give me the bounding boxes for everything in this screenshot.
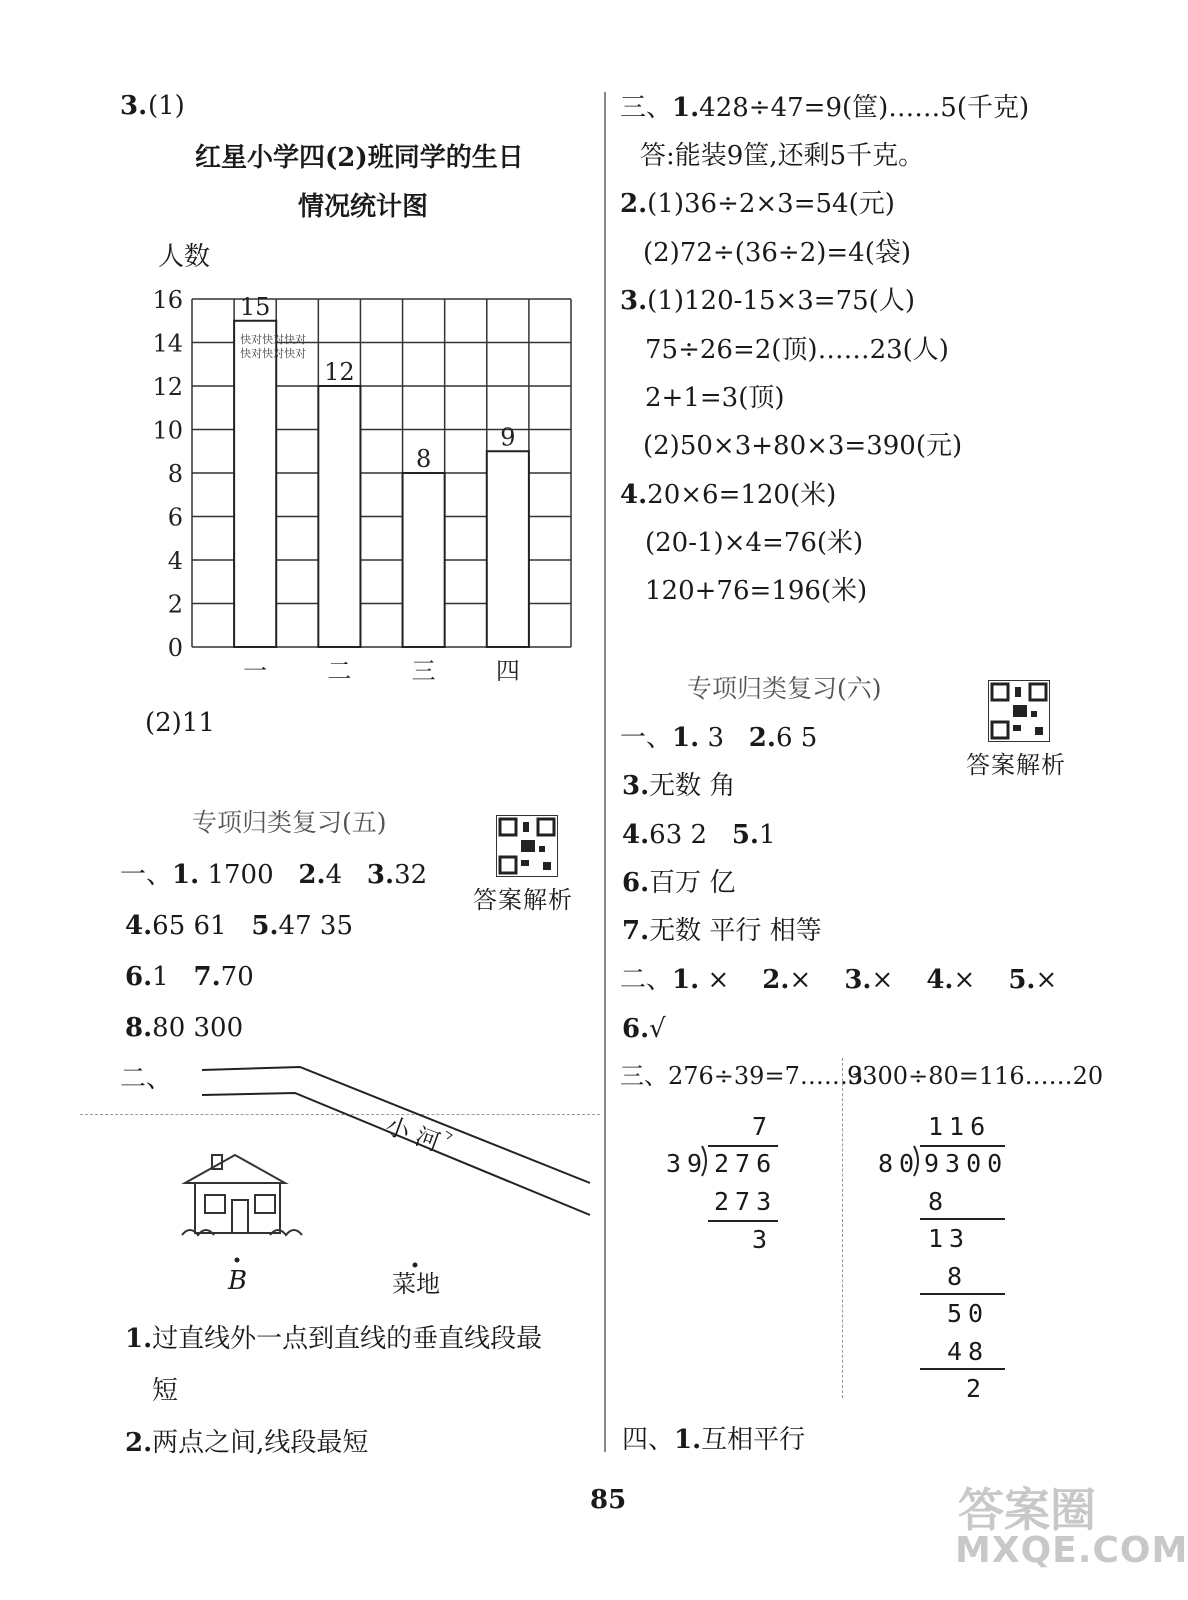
- s6-part-4: 四、: [622, 1425, 675, 1455]
- r-3-head: 三、: [620, 93, 673, 123]
- s6-num-2: 2.: [748, 723, 776, 753]
- s6-div-eq-1: 三、276÷39=7……3: [620, 1062, 864, 1090]
- div2-rem-3: 2: [966, 1374, 988, 1403]
- div2-line-1: [920, 1218, 1005, 1220]
- answer-1-cont: 短: [152, 1376, 179, 1406]
- point-b-label: B: [228, 1266, 248, 1296]
- s5-num-1: 1.: [172, 860, 200, 890]
- r-3-3d: (2)50×3+80×3=390(元): [643, 431, 963, 461]
- div2-bracket: [912, 1145, 924, 1177]
- s6-num-4: 4.: [622, 820, 650, 850]
- answer-1-num: 1.: [125, 1324, 153, 1354]
- s5-num-6: 6.: [125, 962, 153, 992]
- r-3-2: [620, 191, 895, 217]
- r-3-2-eq: (1)36÷2×3=54(元): [647, 189, 895, 219]
- s5-line-1: [120, 862, 427, 888]
- x-category-label: 一: [243, 657, 268, 685]
- bar-value-label: 15: [239, 292, 271, 321]
- bar-value-label: 8: [415, 445, 432, 473]
- div2-step-3: 48: [947, 1337, 990, 1366]
- r-3-1-eq: 428÷47=9(筐)……5(千克): [699, 93, 1030, 123]
- bar-value-label: 12: [324, 358, 355, 386]
- s6-line-3: [622, 822, 776, 848]
- qr-label: 答案解析: [966, 751, 1066, 779]
- bar-chart: [0, 280, 600, 700]
- qr-code-icon: [988, 680, 1050, 742]
- question-3-number: 3.: [120, 91, 148, 121]
- r-3-2-num: 2.: [620, 189, 648, 219]
- right-angle-mark: [446, 1131, 452, 1139]
- section-5-title: 专项归类复习(五): [192, 808, 387, 837]
- s6-num-6: 6.: [622, 868, 650, 898]
- s6-ans-3: 无数 角: [649, 771, 736, 801]
- s6-tf-5: 5.: [1008, 965, 1036, 995]
- s6-num-4-1: 1.: [674, 1425, 702, 1455]
- s6-ans-5: 1: [759, 820, 776, 850]
- answer-2: [125, 1430, 368, 1456]
- s5-line-2: [125, 913, 353, 939]
- s6-ans-6: 百万 亿: [649, 868, 736, 898]
- div1-bar: [708, 1145, 778, 1147]
- r-3-4b: (20-1)×4=76(米): [645, 528, 864, 558]
- bar-annotation: 快对快对快对: [240, 332, 307, 346]
- y-tick-label: 6: [167, 503, 183, 532]
- chart-title-line2: 情况统计图: [298, 192, 429, 222]
- r-3-1-num: 1.: [672, 93, 700, 123]
- answer-1-text: 过直线外一点到直线的垂直线段最: [152, 1324, 543, 1354]
- s5-ans-8: 80 300: [152, 1013, 244, 1043]
- div2-step-1: 8: [928, 1187, 950, 1216]
- y-tick-label: 2: [167, 590, 183, 619]
- div1-line: [708, 1220, 778, 1222]
- r-3-4c: 120+76=196(米): [645, 576, 868, 606]
- s6-part-2: 二、: [620, 965, 673, 995]
- s5-ans-3: 32: [394, 860, 428, 890]
- qr-code-icon: [496, 815, 558, 877]
- s5-part-2: 二、: [120, 1064, 173, 1094]
- s6-tf-4: 4.: [926, 965, 954, 995]
- qr-pattern: [989, 681, 1049, 741]
- bar: [487, 451, 529, 647]
- question-3-part-1: (1): [148, 91, 185, 121]
- r-3-3: [620, 288, 915, 314]
- s6-num-3: 3.: [622, 771, 650, 801]
- field-dot: [413, 1263, 418, 1268]
- y-tick-label: 8: [167, 460, 183, 488]
- s6-line-9: [622, 1427, 805, 1453]
- answer-2-num: 2.: [125, 1428, 153, 1458]
- div2-quotient: 116: [928, 1112, 992, 1141]
- s6-part-1: 一、: [620, 723, 673, 753]
- watermark-url: MXQE.COM: [955, 1530, 1188, 1571]
- div2-rem-2: 50: [947, 1299, 990, 1328]
- s5-num-8: 8.: [125, 1013, 153, 1043]
- s5-line-4: [125, 1015, 243, 1041]
- s6-tf-2: 2.: [762, 965, 790, 995]
- s6-div-eq-2: 9300÷80=116……20: [847, 1062, 1104, 1090]
- s6-line-6: [620, 967, 1057, 993]
- bar: [403, 473, 445, 647]
- page-number: 85: [590, 1485, 627, 1515]
- s6-line-2: [622, 773, 735, 799]
- r-3-3c: 2+1=3(顶): [645, 383, 785, 413]
- qr-label: 答案解析: [473, 886, 573, 914]
- div1-remainder: 3: [752, 1225, 774, 1254]
- r-3-3-num: 3.: [620, 286, 648, 316]
- div2-rem-1: 13: [928, 1224, 971, 1253]
- r-3-1: [620, 95, 1029, 121]
- chart-title: 红星小学四(2)班同学的生日: [195, 143, 524, 173]
- s6-ans-7: 无数 平行 相等: [649, 916, 822, 946]
- y-tick-label: 12: [152, 373, 183, 401]
- qr-pattern: [497, 816, 557, 876]
- s5-num-3: 3.: [366, 860, 395, 890]
- chart-ylabel: 人数: [158, 242, 211, 272]
- s5-ans-1: 1700: [207, 860, 274, 890]
- s6-ans-2: 6 5: [775, 723, 818, 753]
- s6-tf-1: 1.: [672, 965, 700, 995]
- y-tick-label: 4: [167, 547, 183, 575]
- s6-num-1: 1.: [672, 723, 700, 753]
- s6-tf-6: 6.: [622, 1014, 650, 1044]
- s5-num-5: 5.: [251, 911, 279, 941]
- s5-part-1: 一、: [120, 860, 173, 890]
- div1-product: 273: [714, 1187, 778, 1216]
- div2-dividend: 9300: [924, 1149, 1009, 1178]
- watermark-logo: 答案圈: [958, 1483, 1096, 1537]
- answer-1: [125, 1326, 542, 1352]
- x-category-label: 四: [495, 657, 520, 685]
- bar: [318, 386, 360, 647]
- r-3-1-answer: 答:能装9筐,还剩5千克。: [640, 141, 925, 171]
- div1-quotient: 7: [752, 1112, 774, 1141]
- s6-tf-3-ans: ×: [871, 965, 894, 995]
- x-category-label: 二: [327, 657, 352, 685]
- r-3-4: [620, 482, 836, 508]
- question-3-part-2: (2)11: [145, 708, 215, 738]
- div2-bar: [920, 1145, 1005, 1147]
- s5-num-7: 7.: [193, 962, 221, 992]
- s5-ans-7: 70: [220, 962, 254, 992]
- div2-step-2: 8: [947, 1262, 969, 1291]
- bar-value-label: 9: [500, 423, 516, 452]
- r-3-4-num: 4.: [620, 480, 648, 510]
- div2-divisor: 80: [878, 1149, 921, 1178]
- r-3-3b: 75÷26=2(顶)……23(人): [645, 335, 949, 365]
- s5-num-2: 2.: [298, 860, 326, 890]
- s6-ans-1: 3: [707, 723, 724, 753]
- y-tick-label: 16: [152, 286, 183, 314]
- point-b-dot: [235, 1258, 240, 1263]
- river-label: 小 河: [381, 1111, 444, 1157]
- s5-ans-6: 1: [152, 962, 169, 992]
- answer-2-text: 两点之间,线段最短: [152, 1428, 369, 1458]
- s5-ans-4: 65 61: [152, 911, 227, 941]
- div2-line-2: [920, 1293, 1005, 1295]
- s6-num-5: 5.: [731, 820, 759, 850]
- s6-line-1: [620, 725, 817, 751]
- y-tick-label: 0: [167, 634, 183, 662]
- div1-dividend: 276: [714, 1149, 778, 1178]
- s6-tf-5-ans: ×: [1035, 965, 1058, 995]
- s5-line-3: [125, 964, 254, 990]
- div1-divisor: 39: [666, 1149, 709, 1178]
- house-icon: [182, 1155, 302, 1235]
- s6-num-7: 7.: [622, 916, 650, 946]
- s6-tf-6-ans: √: [649, 1014, 666, 1044]
- bar: [234, 321, 276, 647]
- s5-num-4: 4.: [125, 911, 153, 941]
- s6-tf-1-ans: ×: [707, 965, 730, 995]
- s6-ans-4-1: 互相平行: [701, 1425, 806, 1455]
- s6-line-7: [622, 1016, 666, 1042]
- field-label: 菜地: [392, 1270, 440, 1298]
- s6-ans-4: 63 2: [649, 820, 708, 850]
- s6-tf-2-ans: ×: [789, 965, 812, 995]
- r-3-4-eq: 20×6=120(米): [647, 480, 837, 510]
- s6-line-4: [622, 870, 735, 896]
- r-3-2b: (2)72÷(36÷2)=4(袋): [643, 238, 912, 268]
- bar-annotation: 快对快对快对: [240, 346, 307, 360]
- division-separator: [842, 1058, 843, 1398]
- s5-ans-2: 4: [325, 860, 343, 890]
- river-diagram: [150, 1055, 620, 1298]
- div1-bracket: [700, 1145, 712, 1177]
- s6-tf-4-ans: ×: [953, 965, 976, 995]
- s6-tf-3: 3.: [844, 965, 872, 995]
- r-3-3-eq: (1)120-15×3=75(人): [647, 286, 915, 316]
- s5-ans-5: 47 35: [278, 911, 353, 941]
- y-tick-label: 14: [152, 329, 183, 358]
- y-tick-label: 10: [152, 416, 183, 445]
- s6-line-5: [622, 918, 822, 944]
- x-category-label: 三: [411, 657, 436, 685]
- div2-line-3: [920, 1368, 1005, 1370]
- section-6-title: 专项归类复习(六): [687, 674, 882, 703]
